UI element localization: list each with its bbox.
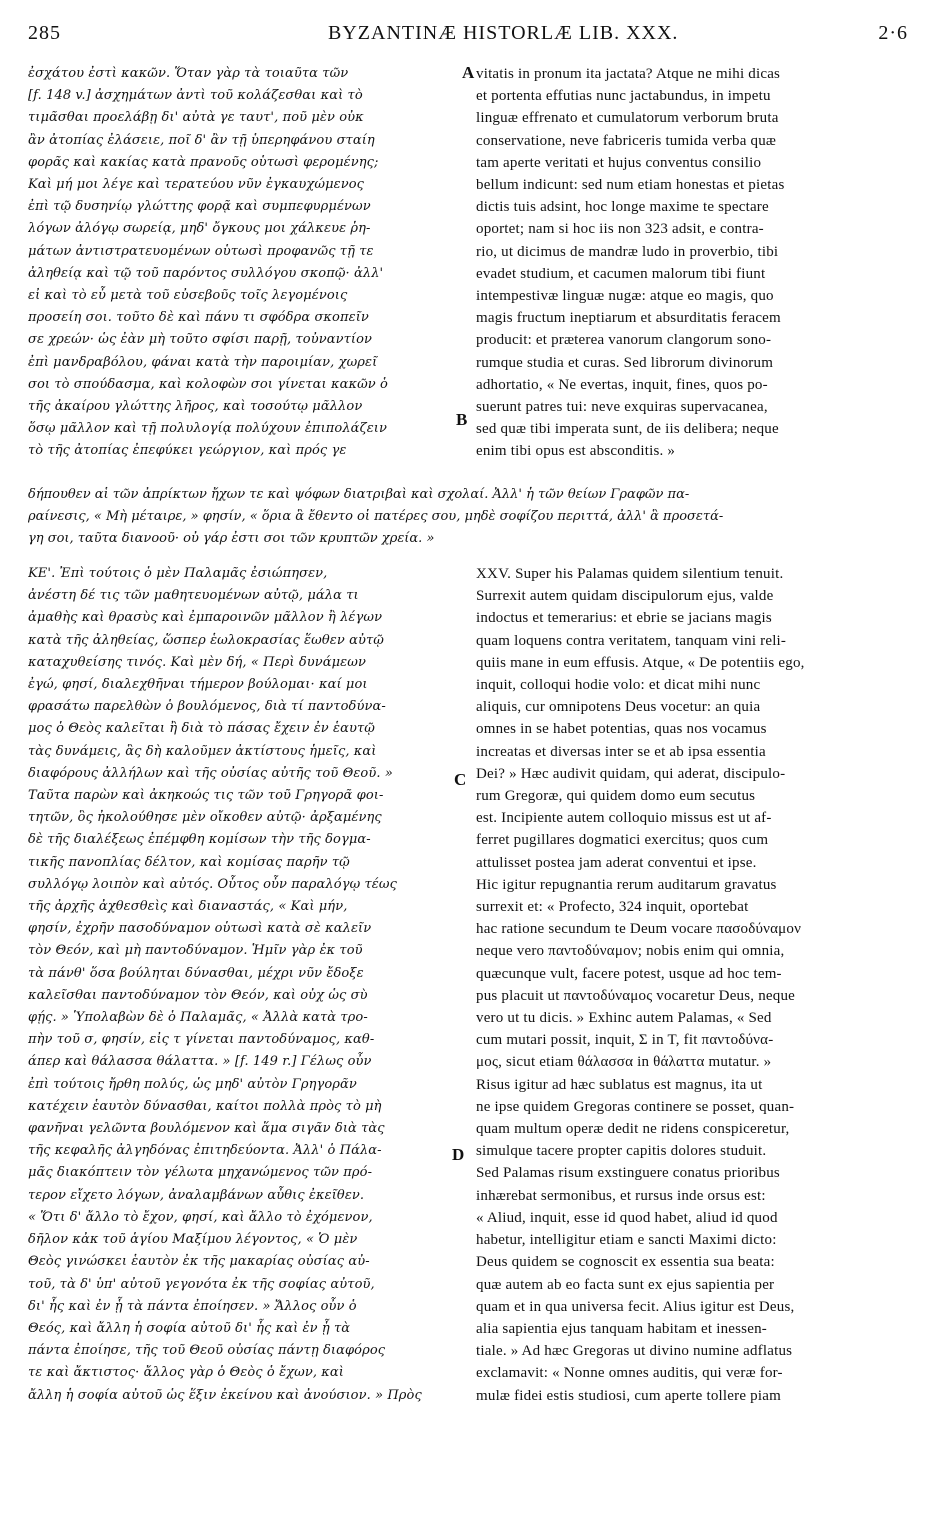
latin-text-line: oportet; nam si hoc iis non 323 adsit, e contra- [476, 221, 764, 238]
latin-text-line: ne ipse quidem Gregoras continere se posset, quan- [476, 1098, 795, 1115]
latin-text-line: quæcunque vult, facere potest, usque ad hoc tem- [476, 965, 782, 982]
greek-text-line: Θεὸς γινώσκει ἑαυτὸν ἐκ τῆς μακαρίας οὐσίας αὐ- [28, 1254, 370, 1270]
latin-text-line: attulisset postea jam aderat conventui et ipse. [476, 854, 757, 871]
greek-text-line: τῆς ἀρχῆς ἀχθεσθεὶς καὶ διαναστάς, « Καὶ μήν, [28, 899, 348, 915]
latin-text-line: Risus igitur ad hæc sublatus est magnus, ita ut [476, 1076, 763, 1093]
greek-text-line: ἐπὶ τῷ δυσηνίῳ γλώττης φορᾷ καὶ συμπεφυρμένων [28, 199, 371, 215]
greek-text-line: γη σοι, ταῦτα διανοοῦ· οὐ γάρ ἐστι σοι τῶν κρυπτῶν χρεία. » [28, 531, 435, 547]
latin-text-line: omnes in se habet potentias, quas nos vocamus [476, 721, 767, 738]
greek-text-line: κατέχειν ἑαυτὸν δύνασθαι, καίτοι πολλὰ πρὸς τὸ μὴ [28, 1098, 382, 1114]
latin-text-line: quam loquens contra veritatem, tanquam vini reli- [476, 632, 787, 649]
latin-text-line: XXV. Super his Palamas quidem silentium tenuit. [476, 566, 784, 582]
latin-text-line: exclamavit: « Nonne omnes auditis, qui veræ for- [476, 1365, 783, 1382]
latin-text-line: increatas et diversas inter se et ab ipsa essentia [476, 743, 766, 760]
greek-text-line: μᾶς διακόπτειν τὸν γέλωτα μηχανώμενος τῶν πρό- [28, 1165, 373, 1181]
margin-marker-b: B [456, 410, 468, 429]
margin-marker-d: D [452, 1145, 465, 1164]
latin-text-line: vero ut tu dicis. » Exhinc autem Palamas, « Sed [476, 1010, 772, 1027]
greek-text-line: ἐπὶ μανδραβόλου, φάναι κατὰ τὴν παροιμίαν, χωρεῖ [28, 354, 378, 370]
latin-text-line: Sed Palamas risum exstinguere conatus prioribus [476, 1165, 780, 1182]
latin-text-line: suerunt patres tui: neve exquiras supervacanea, [476, 399, 768, 416]
greek-text-line: τὰς δυνάμεις, ἃς δὴ καλοῦμεν ἀκτίστους ἡμεῖς, καὶ [28, 743, 377, 759]
greek-text-line: Θεός, καὶ ἄλλη ἡ σοφία αὐτοῦ δι' ἧς καὶ ἐν ᾗ τὰ [28, 1320, 351, 1336]
latin-text-line: Surrexit autem quidam discipulorum ejus, valde [476, 588, 774, 605]
latin-text-line: quam multum operæ dedit ne ridens conspiceretur, [476, 1121, 790, 1138]
greek-text-line: Ταῦτα παρὼν καὶ ἀκηκοώς τις τῶν τοῦ Γρηγορᾶ φοι- [28, 788, 384, 804]
page-number-right: 2·6 [878, 22, 908, 44]
latin-text-line: rumque studia et curas. Sed librorum divinorum [476, 354, 774, 371]
greek-text-line: πάντα ἐποίησε, τῆς τοῦ Θεοῦ οὐσίας πάντῃ διαφόρος [28, 1343, 386, 1359]
greek-text-line: [f. 148 v.] ἀσχημάτων ἀντὶ τοῦ κολάζεσθαι καὶ τὸ [28, 88, 363, 104]
greek-text-line: δῆλον κἀκ τοῦ ἁγίου Μαξίμου λέγοντος, « Ὁ μὲν [28, 1232, 358, 1248]
latin-text-line: sed quæ tibi imperata sunt, de iis delibera; neque [476, 421, 779, 438]
latin-text-line: habetur, intelligitur etiam e sancti Maximi dicto: [476, 1232, 777, 1249]
greek-text-line: ὅσῳ μᾶλλον καὶ τῇ πολυλογίᾳ πολύχουν ἐπιπολάζειν [28, 421, 387, 437]
latin-text-line: intempestivæ linguæ nugæ: atque eo magis, quo [476, 288, 774, 305]
greek-text-line: πὴν τοῦ σ, φησίν, εἰς τ γίνεται παντοδύναμος, καθ- [28, 1032, 375, 1048]
latin-text-line: bellum indicunt: sed num etiam honestas et pietas [476, 177, 785, 194]
latin-text-line: rum Gregoræ, qui quidem domo eum secutus [476, 788, 756, 805]
latin-text-line: Deus quidem se cognoscit ex essentia sua beata: [476, 1254, 775, 1271]
greek-full-width-text [28, 484, 908, 554]
greek-text-line: τιμᾶσθαι προελάβῃ δι' αὐτὰ γε ταυτ', ποῦ μὲν οὐκ [28, 110, 364, 126]
latin-text-line: et portenta effutias nunc jactabundus, in impetu [476, 88, 771, 105]
greek-text-line: τὰ πάνθ' ὅσα βούληται δύνασθαι, μέχρι νῦν ἔδοξε [28, 965, 364, 981]
greek-text-line: τερον εἴχετο λόγων, ἀναλαμβάνων αὖθις ἐκεῖθεν. [28, 1187, 365, 1203]
latin-text-line: alia sapientia ejus tanquam habitam et inessen- [476, 1320, 767, 1337]
greek-text-line: τοῦ, τὰ δ' ὑπ' αὐτοῦ γεγονότα ἐκ τῆς σοφίας αὐτοῦ, [28, 1276, 375, 1292]
greek-text-line: φορᾶς καὶ κακίας κατὰ πρανοῦς οὑτωσὶ φερομένης; [28, 154, 379, 170]
latin-text-line: vitatis in pronum ita jactata? Atque ne mihi dicas [476, 66, 781, 82]
latin-text-line: producit: et præterea vanorum clangorum sono- [476, 332, 772, 349]
greek-text-line: φρασάτω παρελθὼν ὁ βουλόμενος, διὰ τί παντοδύνα- [28, 699, 386, 715]
greek-text-line: τῆς ἀκαίρου γλώττης λῆρος, καὶ τοσούτῳ μᾶλλον [28, 399, 363, 415]
greek-text-line: ἀμαθὴς καὶ θρασὺς καὶ ἐμπαροινῶν μᾶλλον ἢ λέγων [28, 610, 383, 626]
latin-text-line: tam aperte veritati et hujus conventus consilio [476, 154, 762, 171]
margin-marker-a: A [462, 63, 475, 82]
greek-text-line: εἰ καὶ τὸ εὖ μετὰ τοῦ εὐσεβοῦς τοῖς λεγομένοις [28, 288, 348, 304]
latin-text-line: quam et in qua universa fecit. Alius igitur est Deus, [476, 1298, 795, 1315]
latin-text-line: dictis tuis adsint, hoc longe maxime te spectare [476, 199, 769, 216]
greek-column-top [28, 63, 460, 467]
latin-text-line: simulque tacere propter capitis dolores studuit. [476, 1143, 767, 1160]
greek-text-line: φησίν, ἐχρῆν πασοδύναμον οὑτωσὶ κατὰ σὲ καλεῖν [28, 921, 372, 937]
latin-text-line: pus placuit ut παντοδύναμος vocaretur Deus, neque [476, 987, 796, 1004]
latin-text-line: indoctus et temerarius: et ebrie se jacians magis [476, 610, 772, 627]
greek-text-line: τικῆς πανοπλίας δέλτον, καὶ κομίσας παρῆν τῷ [28, 854, 350, 870]
latin-text-line: cum mutari possit, inquit, Σ in T, fit παντοδύνα- [476, 1032, 774, 1049]
latin-text-line: linguæ effrenato et cumulatorum verborum bruta [476, 110, 779, 127]
greek-text-line: δὲ τῆς διαλέξεως ἐπέμφθη κομίσων τὴν τῆς δογμα- [28, 832, 371, 848]
greek-text-line: άπερ καὶ θάλασσα θάλαττα. » [f. 149 r.] Γέλως οὖν [28, 1054, 372, 1070]
latin-text-line: inquit, colloqui hodie volo: et dicat mihi nunc [476, 677, 761, 694]
latin-text-line: neque vero παντοδύναμον; nobis enim qui omnia, [476, 943, 785, 960]
latin-text-line: mulæ fidei estis studiosi, cum aperte tollere piam [476, 1387, 781, 1404]
latin-column-bottom [476, 563, 908, 1535]
latin-text-line: conservatione, neve fabriceris tumida verba quæ [476, 132, 777, 149]
greek-text-line: σοι τὸ σπούδασμα, καὶ κολοφὼν σοι γίνεται κακῶν ὁ [28, 376, 388, 392]
greek-text-line: ΚΕ'. Ἐπὶ τούτοις ὁ μὲν Παλαμᾶς ἐσιώπησεν, [28, 566, 328, 581]
running-title: BYZANTINÆ HISTORLÆ LIB. XXX. [328, 22, 679, 44]
latin-column-top [476, 63, 908, 467]
latin-text-line: hac ratione secundum te Deum vocare πασοδύναμον [476, 921, 802, 938]
greek-text-line: προσείη σοι. τοῦτο δὲ καὶ πάνυ τι σφόδρα σκοπεῖν [28, 310, 369, 326]
greek-text-line: « Ὅτι δ' ἄλλο τὸ ἔχον, φησί, καὶ ἄλλο τὸ ἐχόμενον, [28, 1209, 373, 1225]
greek-text-line: τὸν Θεόν, καὶ μὴ παντοδύναμον. Ἡμῖν γὰρ ἐκ τοῦ [28, 943, 363, 959]
latin-text-line: est. Incipiente autem colloquio missus est ut af- [476, 810, 772, 827]
greek-text-line: λόγων ἀλόγῳ σωρείᾳ, μηδ' ὄγκους μοι χάλκευε ῥη- [28, 221, 371, 237]
latin-text-line: evadet studium, et cacumen malorum tibi fiunt [476, 265, 766, 282]
greek-text-line: ἐπὶ τούτοις ἤρθη πολύς, ὡς μηδ' αὐτὸν Γρηγορᾶν [28, 1076, 357, 1092]
latin-text-line: magis fructum ineptiarum et absurditatis feracem [476, 310, 781, 327]
latin-text-line: surrexit et: « Profecto, 324 inquit, oportebat [476, 899, 749, 916]
greek-column-bottom [28, 563, 460, 1535]
greek-text-line: καλεῖσθαι παντοδύναμον τὸν Θεόν, καὶ οὐχ ὡς σὺ [28, 987, 368, 1003]
greek-text-line: ραίνεσις, « Μὴ μέταιρε, » φησίν, « ὅρια ἃ ἔθεντο οἱ πατέρες σου, μηδὲ σοφίζου περιττά, ἀλλ' ἃ προσετά- [28, 509, 724, 525]
page-number-left: 285 [28, 22, 61, 44]
greek-text-line: καταχυθείσης τινός. Καὶ μὲν δή, « Περὶ δυνάμεων [28, 654, 366, 670]
greek-text-line: δι' ἧς καὶ ἐν ᾗ τὰ πάντα ἐποίησεν. » Ἄλλος οὖν ὁ [28, 1298, 357, 1314]
latin-text-line: μος, sicut etiam θάλασσα in θάλαττα mutatur. » [476, 1054, 772, 1071]
greek-text-line: Καὶ μή μοι λέγε καὶ τερατεύου νῦν ἐγκαυχώμενος [28, 177, 365, 193]
latin-text-line: adhortatio, « Ne evertas, inquit, fines, quos po- [476, 376, 768, 393]
latin-text-line: Dei? » Hæc audivit quidam, qui aderat, discipulo- [476, 765, 786, 782]
greek-text-line: κατὰ τῆς ἀληθείας, ὥσπερ ἑωλοκρασίας ἕωθεν αὐτῷ [28, 632, 384, 648]
margin-marker-c: C [454, 770, 467, 789]
greek-text-line: ἐγώ, φησί, διαλεχθῆναι τήμερον βούλομαι· καί μοι [28, 677, 368, 693]
latin-text-line: tiale. » Ad hæc Gregoras ut divino numine adflatus [476, 1343, 793, 1360]
greek-text-line: μος ὁ Θεὸς καλεῖται ἢ διὰ τὸ πάσας ἔχειν ἐν ἑαυτῷ [28, 721, 375, 737]
latin-text-line: Hic igitur repugnantia rerum auditarum gravatus [476, 876, 777, 893]
greek-text-line: ἄλλη ἡ σοφία αὐτοῦ ὡς ἕξιν ἐκείνου καὶ ἀνούσιον. » Πρὸς [28, 1387, 422, 1403]
greek-text-line: ἐσχάτου ἐστὶ κακῶν. Ὅταν γὰρ τὰ τοιαῦτα τῶν [28, 66, 349, 81]
greek-text-line: ἀληθείᾳ καὶ τῷ τοῦ παρόντος συλλόγου σκοπῷ· ἀλλ' [28, 265, 384, 281]
latin-text-line: aliquis, cur omnipotens Deus vocetur: an quia [476, 699, 761, 716]
latin-text-line: rio, ut dicimus de mandræ ludo in proverbio, tibi [476, 243, 779, 260]
greek-text-line: ἀνέστη δέ τις τῶν μαθητευομένων αὐτῷ, μάλα τι [28, 588, 359, 604]
greek-text-line: διαφόρους ἀλλήλων καὶ τῆς οὐσίας αὐτῆς τοῦ Θεοῦ. » [28, 765, 393, 781]
greek-text-line: συλλόγῳ λοιπὸν καὶ αὐτός. Οὗτος οὖν παραλόγῳ τέως [28, 876, 397, 892]
greek-text-line: φανῆναι γελῶντα βουλόμενον καὶ ἅμα σιγᾶν διὰ τὰς [28, 1121, 385, 1137]
latin-text-line: « Aliud, inquit, esse id quod habet, aliud id quod [476, 1209, 778, 1226]
greek-text-line: ἂν ἀτοπίας ἐλάσειε, ποῖ δ' ἂν τῇ ὑπερηφάνου σταίη [28, 132, 375, 148]
latin-text-line: inhærebat sermonibus, et rursus inde orsus est: [476, 1187, 766, 1204]
greek-text-line: σε χρεών· ὡς ἐὰν μὴ τοῦτο σφίσι παρῇ, τοὐναντίον [28, 332, 373, 348]
greek-text-line: μάτων ἀντιστρατευομένων οὑτωσὶ προφανῶς τῇ τε [28, 243, 374, 259]
greek-text-line: τε καὶ ἄκτιστος· ἄλλος γὰρ ὁ Θεὸς ὁ ἔχων, καὶ [28, 1365, 344, 1381]
latin-text-line: quæ autem ab eo facta sunt ex ejus sapientia per [476, 1276, 775, 1293]
latin-text-line: ferret pugillares dogmatici exercitus; quos cum [476, 832, 769, 849]
latin-text-line: enim tibi opus est absconditis. » [476, 443, 676, 460]
greek-text-line: τὸ τῆς ἀτοπίας ἐπεφύκει γεώργιον, καὶ πρός γε [28, 443, 347, 459]
greek-text-line: φῄς. » Ὑπολαβὼν δὲ ὁ Παλαμᾶς, « Ἀλλὰ κατὰ τρο- [28, 1010, 368, 1026]
greek-text-line: δήπουθεν αἱ τῶν ἀπρίκτων ἤχων τε καὶ ψόφων διατριβαὶ καὶ σχολαί. Ἀλλ' ἡ τῶν θείων Γραφῶν πα- [28, 487, 690, 502]
latin-text-line: quiis mane in eum effusis. Atque, « De potentiis ego, [476, 654, 805, 671]
greek-text-line: τητῶν, ὃς ἠκολούθησε μὲν οἴκοθεν αὐτῷ· ἀρξαμένης [28, 810, 382, 826]
running-header [28, 22, 908, 52]
greek-text-line: τῆς κεφαλῆς ἀλγηδόνας ἐπιτηδεύοντα. Ἀλλ' ὁ Πάλα- [28, 1143, 382, 1159]
